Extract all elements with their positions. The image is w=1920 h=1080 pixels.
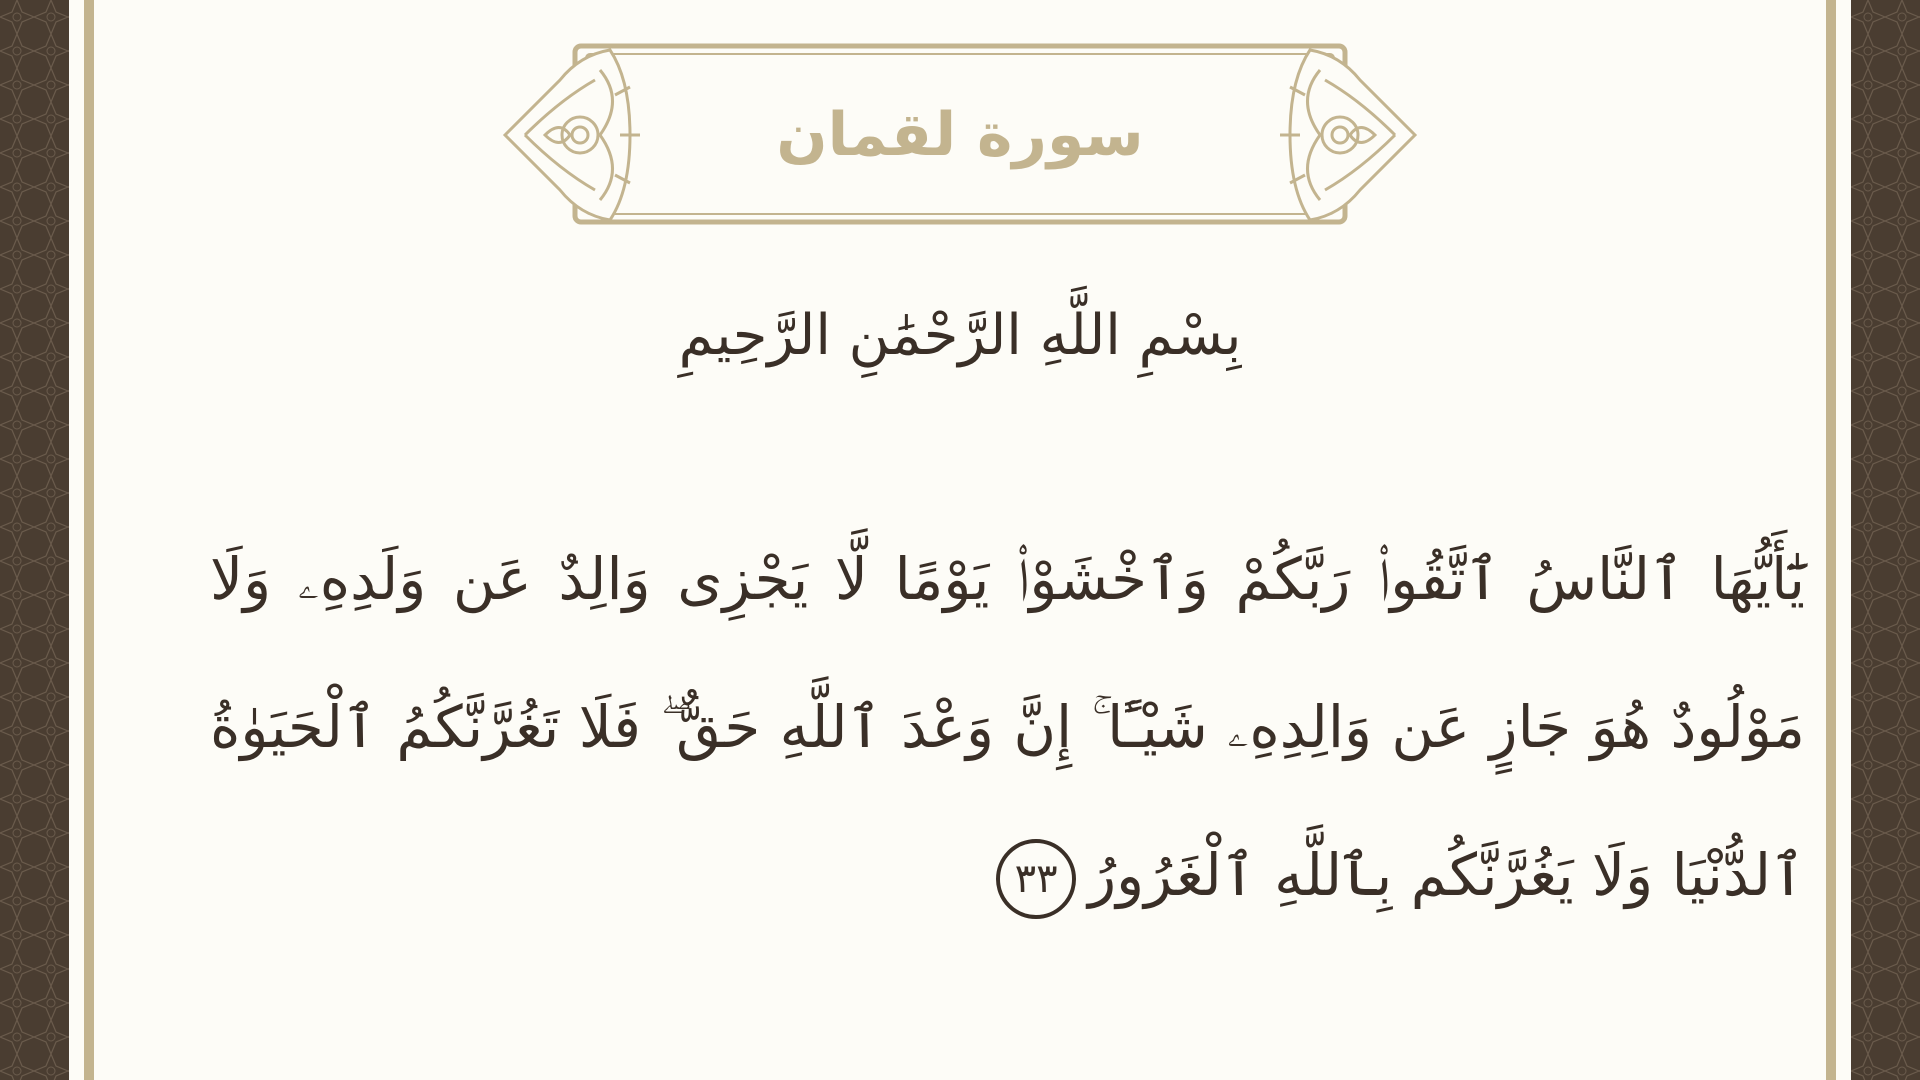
basmala-calligraphy: بِسْمِ اللَّهِ الرَّحْمَٰنِ الرَّحِيمِ [678,302,1242,368]
right-pattern-icon [1851,0,1920,1080]
right-gold-rule [1826,0,1836,1080]
ayah-text: يَٰٓأَيُّهَا ٱلنَّاسُ ٱتَّقُوا۟ رَبَّكُمْ وَٱخْشَوْا۟ يَوْمًا لَّا يَجْزِى وَالِدٌ عَن وَلَدِهِۦ وَلَا مَوْلُودٌ هُوَ جَازٍ عَن وَالِدِهِۦ شَيْـًٔا ۚ إِنَّ وَعْدَ ٱللَّهِ حَقٌّ ۖ فَلَا تَغُرَّنَّكُمُ ٱلْحَيَوٰةُ ٱلدُّنْيَا وَلَا يَغُرَّنَّكُم بِٱللَّهِ ٱلْغَرُورُ [210,545,1805,909]
left-pattern-icon [0,0,69,1080]
left-gold-rule [84,0,94,1080]
ayah-text-block [210,505,1805,949]
ayah-number-badge: ٣٣ [996,839,1076,919]
right-ornamental-border [1851,0,1920,1080]
surah-title-frame [500,40,1420,230]
left-ornamental-border [0,0,69,1080]
surah-title: سورة لقمان [776,100,1144,170]
